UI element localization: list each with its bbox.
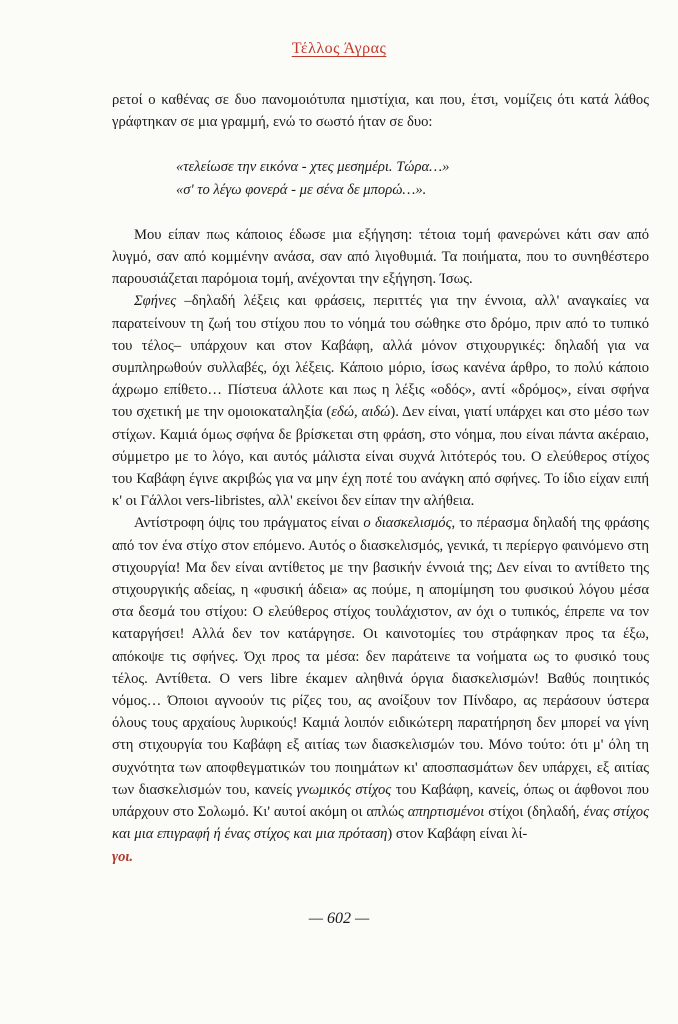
body-text (112, 89, 649, 868)
paragraph-4-text-a: Αντίστροφη όψις του πράγματος είναι (134, 515, 364, 532)
paragraph-2: Μου είπαν πως κάποιος έδωσε μια εξήγηση: τέτοια τομή φανερώνει κάτι σαν από λυγμό, σαν από κομμένην ανάσα, σαν από λιγοθυμιά. Τα ποιήματα, που το συνηθέστερο παρουσιάζεται παρόμοια τομή, ανέχονται την εξήγηση. Ίσως. (112, 226, 649, 288)
verse-line-2: «σ' το λέγω φονερά - με σένα δε μπορώ…». (176, 181, 427, 198)
paragraph-4-text-b: , το πέρασμα δηλαδή της φράσης από τον ένα στίχο στον επόμενο. Αυτός ο διασκελισμός, γενικά, τι περίεργο φαινόμενο στη στιχουργία! Μα δεν είναι αντίθετος με την βασικήν έννοιά της; Δεν είναι το αντίθετο της στιχουργικής αδείας, η «φυσική άδεια» ας πούμε, η απομίμηση του φυσικού λόγου μέσα στα δεσμά του στίχου: Ο ελεύθερος στίχος τουλάχιστον, αν όχι ο τυπικός, έπρεπε να τον καταργήσει! Αλλά δεν τον κατάργησε. Οι καινοτομίες του στράφηκαν προς τα έξω, απόκοψε τις σφήνες. Όχι προς τα μέσα: δεν παράτεινε τα νοήματα ως το φυσικό τους τέλος. Αντίθετα. Ο vers libre έκαμεν αληθινά όργια διασκελισμών! Βαθύς ποιητικός νόμος… Όποιοι αγνοούν τις ρίζες του, ας ανοίξουν τον Πίνδαρο, ας περάσουν ύστερα όλους τους αρχαίους λυρικούς! Καμιά λοιπόν ειδικώτερη παρατήρηση δεν μπορεί να γίνη στη στιχουργία του Καβάφη εξ αιτίας των διασκελισμών του. Μόνο τούτο: ότι μ' όλη τη συχνότητα των αποφθεγματικών του ποιημάτων κι' αποσπασμάτων δεν υπάρχει, εξ αιτίας των διασκελισμών του, κανείς (112, 515, 649, 798)
paragraph-3-text-a: –δηλαδή λέξεις και φράσεις, περιττές για την έννοια, αλλ' αναγκαίες να παρατείνουν τη ζωή του στίχου που το νόημά του σώθηκε στο δρόμο, πριν από το τυπικό του τέλος– υπάρχουν και στον Καβάφη, αλλά μόνον στιχουργικές: δηλαδή για να συμπληρωθούν συλλαβές, όχι λέξεις. Κάποιο μόριο, ίσως κανένα άρθρο, το πολύ κάποιο άχρωμο επίθετο… Πίστευα άλλοτε και πως η λέξις «οδός», αντί «δρόμος», είναι σφήνα του σχετική με την ομοιοκαταληξία ( (112, 293, 649, 421)
term-diaskelismos: ο διασκελισμός (363, 515, 452, 532)
rhyme-example: εδώ, αιδώ (331, 404, 391, 421)
paragraph-3-text-b: ). Δεν είναι, γιατί υπάρχει και στο μέσο των στίχων. Καμιά όμως σφήνα δε βρίσκεται στη φράση, στο νόημα, που είναι πάντα ακέραιο, σύμμετρο με το λόγο, και αυτός μάλιστα είναι συχνά λιτότερός του. Ο ελεύθερος στίχος του Καβάφη έγινε ακριβώς για να μην έχη ποτέ του ανάγκη από σφήνες. Το ίδιο είχαν ειπή κ' οι Γάλλοι vers-libristes, αλλ' εκείνοι δεν είπαν την αλήθεια. (112, 404, 649, 510)
paragraph-3 (112, 290, 649, 512)
paragraph-4-text-d: στίχοι (δηλαδή, (484, 804, 584, 821)
term-apirtismenoi: απηρτισμένοι (407, 804, 485, 821)
paragraph-4-text-e: ) στον Καβάφη είναι λί- (387, 826, 528, 843)
paragraph-4-text-c: του Καβάφη, κανείς, όπως οι άφθονοι που υπάρχουν στο Σολωμό. Κι' αυτοί ακόμη οι απλώς (112, 781, 650, 821)
paragraph-1: ρετοί ο καθένας σε δυο πανομοιότυπα ημιστίχια, και που, έτσι, νομίζεις ότι κατά λάθος γράφτηκαν σε μια γραμμή, ενώ το σωστό ήταν σε δυο: (112, 92, 649, 131)
paragraph-4-tail: γοι. (112, 848, 134, 865)
verse-line-1: «τελείωσε την εικόνα - χτες μεσημέρι. Τώρα…» (176, 159, 450, 176)
running-head (0, 40, 678, 58)
term-gnomikos-stichos: γνωμικός στίχος (296, 781, 392, 798)
running-head-title: Τέλλος Άγρας (291, 40, 387, 57)
term-sfines: Σφήνες (134, 293, 177, 310)
verse-quote (176, 156, 649, 200)
paragraph-4 (112, 512, 649, 867)
definition-phrase: ένας στίχος και μια επιγραφή ή ένας στίχος και μια πρόταση (112, 804, 649, 843)
page-number: — 602 — (308, 910, 370, 927)
